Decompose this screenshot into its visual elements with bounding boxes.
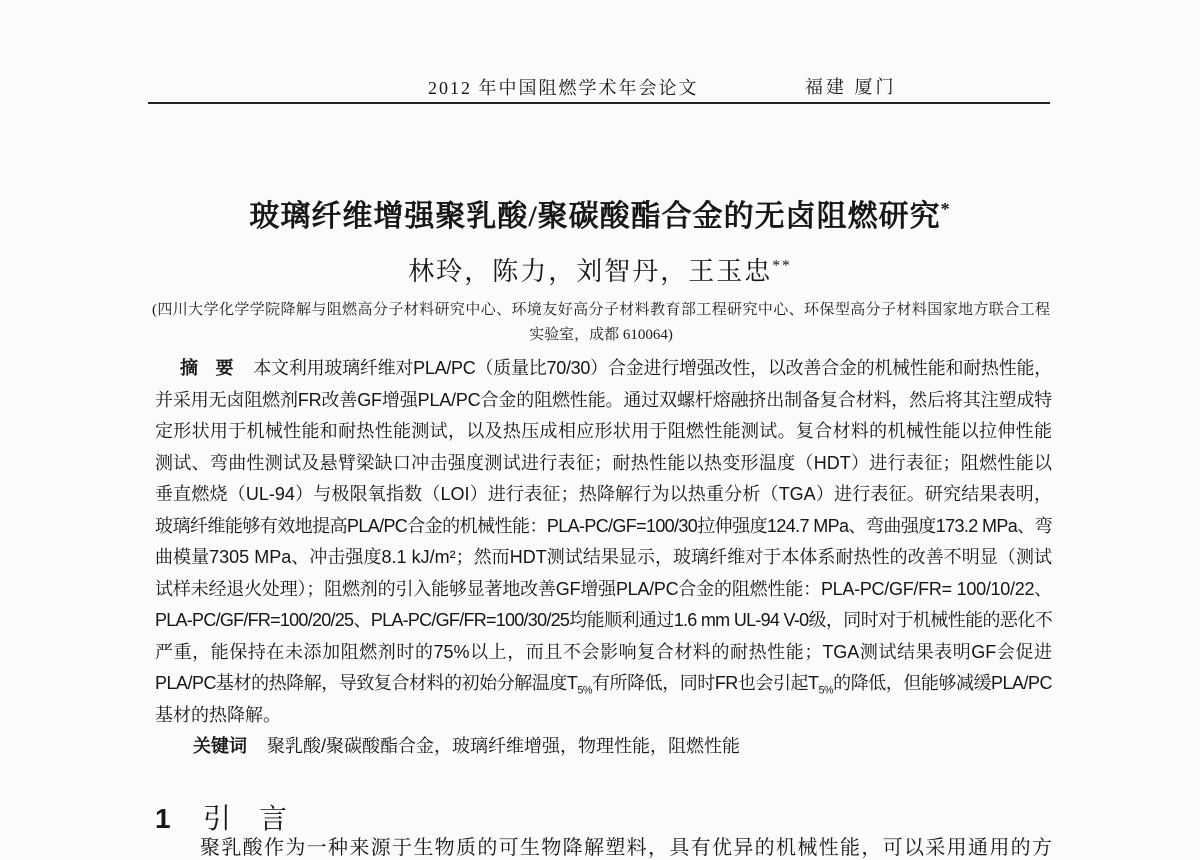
author-list bbox=[0, 255, 1200, 289]
subscript: 5% bbox=[818, 684, 834, 697]
abstract bbox=[155, 353, 1052, 731]
abstract-line: 测试、弯曲性测试及悬臂梁缺口冲击强度测试进行表征；耐热性能以热变形温度（HDT）进行表征；阻燃性能以 bbox=[155, 452, 1052, 473]
abstract-line: 定形状用于机械性能和耐热性能测试，以及热压成相应形状用于阻燃性能测试。复合材料的机械性能以拉伸性能 bbox=[155, 421, 1052, 441]
section-heading bbox=[155, 800, 455, 838]
abstract-line bbox=[155, 353, 1052, 385]
abstract-line: 玻璃纤维能够有效地提高PLA/PC合金的机械性能：PLA-PC/GF=100/30拉伸强度124.7 MPa、弯曲强度173.2 MPa、弯 bbox=[155, 515, 1052, 536]
header-rule bbox=[148, 102, 1050, 104]
running-head bbox=[148, 74, 1050, 102]
abstract-line: 严重，能保持在未添加阻燃剂时的75%以上，而且不会影响复合材料的耐热性能；TGA测试结果表明GF会促进 bbox=[155, 641, 1052, 662]
conference-name: 2012 年中国阻燃学术年会论文 bbox=[428, 78, 699, 98]
abstract-line-text: 有所降低，同时FR也会引起T bbox=[591, 673, 819, 693]
affiliation bbox=[152, 298, 1050, 348]
paper-title-text: 玻璃纤维增强聚乳酸/聚碳酸酯合金的无卤阻燃研究 bbox=[249, 200, 941, 233]
affiliation-line: 实验室，成都 610064) bbox=[529, 327, 673, 343]
affiliation-line: (四川大学化学学院降解与阻燃高分子材料研究中心、环境友好高分子材料教育部工程研究中心、环保型高分子材料国家地方联合工程 bbox=[152, 302, 1050, 318]
abstract-line bbox=[155, 668, 1052, 700]
abstract-line: 基材的热降解。 bbox=[155, 704, 281, 725]
abstract-label: 摘 要 bbox=[180, 358, 234, 378]
paper-title bbox=[0, 197, 1200, 237]
section-title: 引 言 bbox=[203, 803, 288, 834]
abstract-line: 曲模量7305 MPa、冲击强度8.1 kJ/m²；然而HDT测试结果显示，玻璃纤维对于本体系耐热性的改善不明显（测试 bbox=[155, 547, 1052, 567]
author-footnote-mark: ** bbox=[772, 257, 792, 275]
abstract-line: 试样未经退火处理）；阻燃剂的引入能够显著地改善GF增强PLA/PC合金的阻燃性能：PLA-PC/GF/FR= 100/10/22、 bbox=[155, 578, 1052, 599]
section-number: 1 bbox=[155, 803, 171, 834]
abstract-line: 垂直燃烧（UL-94）与极限氧指数（LOI）进行表征；热降解行为以热重分析（TGA）进行表征。研究结果表明， bbox=[155, 484, 1052, 504]
keywords-text: 聚乳酸/聚碳酸酯合金，玻璃纤维增强，物理性能，阻燃性能 bbox=[267, 736, 740, 756]
keywords bbox=[193, 731, 953, 763]
subscript: 5% bbox=[577, 684, 592, 697]
abstract-line-text: 本文利用玻璃纤维对PLA/PC（质量比70/30）合金进行增强改性，以改善合金的机械性能和耐热性能， bbox=[253, 358, 1052, 378]
abstract-line: PLA-PC/GF/FR=100/20/25、PLA-PC/GF/FR=100/30/25均能顺利通过1.6 mm UL-94 V-0级，同时对于机械性能的恶化不 bbox=[155, 610, 1052, 630]
abstract-line-text: PLA/PC基材的热降解，导致复合材料的初始分解温度T bbox=[155, 673, 578, 693]
author-names: 林玲，陈力，刘智丹，王玉忠 bbox=[408, 257, 773, 286]
abstract-line: 并采用无卤阻燃剂FR改善GF增强PLA/PC合金的阻燃性能。通过双螺杆熔融挤出制备复合材料，然后将其注塑成特 bbox=[155, 389, 1052, 410]
conference-location: 福建 厦门 bbox=[805, 77, 897, 97]
abstract-line-text: 的降低，但能够减缓PLA/PC bbox=[833, 673, 1052, 693]
body-text-line: 聚乳酸作为一种来源于生物质的可生物降解塑料，具有优异的机械性能，可以采用通用的方 bbox=[200, 837, 1052, 859]
keywords-label: 关键词 bbox=[193, 736, 247, 756]
title-footnote-mark: * bbox=[940, 199, 951, 219]
